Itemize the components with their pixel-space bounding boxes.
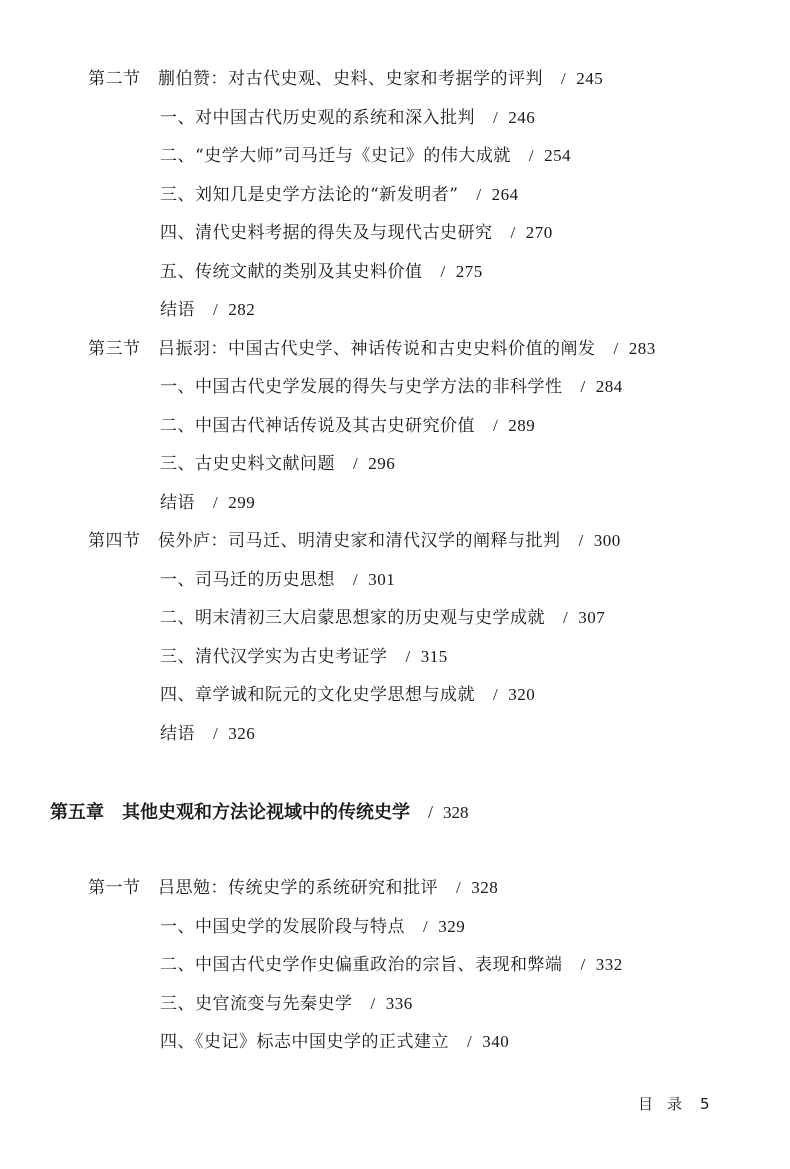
toc-separator: / — [528, 146, 535, 165]
toc-entry-label: 二、明末清初三大启蒙思想家的历史观与史学成就 — [160, 608, 545, 628]
toc-page-number: 300 — [593, 531, 621, 550]
toc-page-number: 315 — [420, 647, 448, 666]
toc-entry-label: 三、史官流变与先秦史学 — [160, 994, 353, 1014]
toc-page-number: 328 — [443, 803, 469, 822]
toc-page-number: 283 — [628, 339, 656, 358]
toc-separator: / — [428, 802, 434, 822]
toc-page-number: 275 — [455, 262, 483, 281]
toc-entry-subsection — [160, 684, 535, 706]
toc-entry-subsection — [160, 1031, 509, 1053]
toc-page-number: 320 — [508, 685, 536, 704]
toc-page-number: 336 — [385, 994, 413, 1013]
toc-page-number: 245 — [576, 69, 604, 88]
toc-entry-label: 四、《史记》标志中国史学的正式建立 — [160, 1032, 449, 1052]
toc-entry-subsection — [160, 299, 255, 321]
toc-page-number: 254 — [544, 146, 572, 165]
toc-separator: / — [580, 955, 586, 974]
toc-entry-label: 三、古史史料文献问题 — [160, 454, 335, 474]
toc-entry-subsection — [160, 415, 535, 437]
toc-entry-label: 一、中国史学的发展阶段与特点 — [160, 917, 405, 937]
toc-separator: / — [405, 647, 411, 666]
toc-entry-chapter — [50, 800, 469, 825]
toc-entry-label: 第三节 吕振羽：中国古代史学、神话传说和古史史料价值的阐发 — [88, 339, 596, 359]
toc-entry-label: 二、中国古代神话传说及其古史研究价值 — [160, 416, 475, 436]
toc-separator: / — [563, 608, 569, 627]
toc-entry-label: 一、中国古代史学发展的得失与史学方法的非科学性 — [160, 377, 563, 397]
toc-separator: / — [456, 878, 462, 897]
toc-entry-label: 第五章 其他史观和方法论视域中的传统史学 — [50, 802, 410, 823]
toc-page-number: 270 — [525, 223, 553, 242]
toc-entry-label: 第二节 蒯伯赞：对古代史观、史料、史家和考据学的评判 — [88, 69, 543, 89]
toc-entry-label: 三、清代汉学实为古史考证学 — [160, 647, 388, 667]
toc-separator: / — [613, 339, 619, 358]
toc-entry-label: 三、刘知几是史学方法论的“新发明者” — [160, 185, 459, 205]
toc-separator: / — [493, 416, 499, 435]
toc-entry-subsection — [160, 376, 623, 398]
toc-entry-label: 四、章学诚和阮元的文化史学思想与成就 — [160, 685, 475, 705]
toc-entry-subsection — [160, 107, 535, 129]
toc-entry-label: 结语 — [160, 493, 195, 513]
toc-entry-subsection — [160, 607, 605, 629]
running-title: 目录 — [638, 1095, 697, 1113]
toc-separator: / — [353, 454, 359, 473]
toc-page-number: 289 — [508, 416, 536, 435]
toc-entry-label: 结语 — [160, 300, 195, 320]
toc-entry-label: 二、中国古代史学作史偏重政治的宗旨、表现和弊端 — [160, 955, 563, 975]
toc-page-number: 282 — [228, 300, 256, 319]
toc-page-number: 284 — [595, 377, 623, 396]
toc-separator: / — [510, 223, 516, 242]
toc-page-number: 296 — [368, 454, 396, 473]
toc-page-number: 246 — [508, 108, 536, 127]
toc-separator: / — [353, 570, 359, 589]
toc-page-number: 326 — [228, 724, 256, 743]
toc-page-number: 301 — [368, 570, 396, 589]
page-footer — [638, 1093, 710, 1114]
toc-entry-subsection — [160, 723, 255, 745]
toc-entry-subsection — [160, 222, 553, 244]
toc-entry-label: 二、“史学大师”司马迁与《史记》的伟大成就 — [160, 146, 511, 166]
toc-separator: / — [213, 300, 219, 319]
toc-separator: / — [493, 685, 499, 704]
toc-separator: / — [440, 262, 446, 281]
toc-separator: / — [370, 994, 376, 1013]
toc-separator: / — [580, 377, 586, 396]
toc-entry-subsection — [160, 569, 395, 591]
toc-separator: / — [476, 185, 482, 204]
toc-separator: / — [423, 917, 429, 936]
toc-entry-subsection — [160, 993, 413, 1015]
toc-entry-label: 第四节 侯外庐：司马迁、明清史家和清代汉学的阐释与批判 — [88, 531, 561, 551]
toc-page-number: 332 — [595, 955, 623, 974]
toc-entry-label: 一、司马迁的历史思想 — [160, 570, 335, 590]
toc-page-number: 340 — [482, 1032, 510, 1051]
toc-entry-subsection — [160, 261, 483, 283]
toc-page-number: 329 — [438, 917, 466, 936]
toc-page-number: 307 — [578, 608, 606, 627]
toc-separator: / — [467, 1032, 473, 1051]
toc-entry-subsection — [160, 453, 395, 475]
toc-entry-subsection — [160, 492, 255, 514]
toc-entry-label: 四、清代史料考据的得失及与现代古史研究 — [160, 223, 493, 243]
toc-separator: / — [213, 724, 219, 743]
toc-entry-subsection — [160, 184, 519, 206]
toc-entry-section — [88, 68, 603, 90]
toc-page-number: 328 — [471, 878, 499, 897]
toc-entry-section — [88, 877, 498, 899]
folio-page-number: 5 — [700, 1095, 710, 1113]
toc-entry-subsection — [160, 954, 623, 976]
toc-separator: / — [561, 69, 567, 88]
toc-separator: / — [493, 108, 499, 127]
toc-page-number: 299 — [228, 493, 256, 512]
toc-entry-section — [88, 338, 656, 360]
toc-entry-section — [88, 530, 621, 552]
toc-entry-subsection — [160, 145, 571, 167]
toc-entry-subsection — [160, 646, 448, 668]
toc-page-number: 264 — [491, 185, 519, 204]
toc-separator: / — [578, 531, 584, 550]
toc-entry-label: 结语 — [160, 724, 195, 744]
toc-entry-label: 一、对中国古代历史观的系统和深入批判 — [160, 108, 475, 128]
toc-entry-label: 第一节 吕思勉：传统史学的系统研究和批评 — [88, 878, 438, 898]
toc-entry-subsection — [160, 916, 465, 938]
toc-separator: / — [213, 493, 219, 512]
toc-entry-label: 五、传统文献的类别及其史料价值 — [160, 262, 423, 282]
